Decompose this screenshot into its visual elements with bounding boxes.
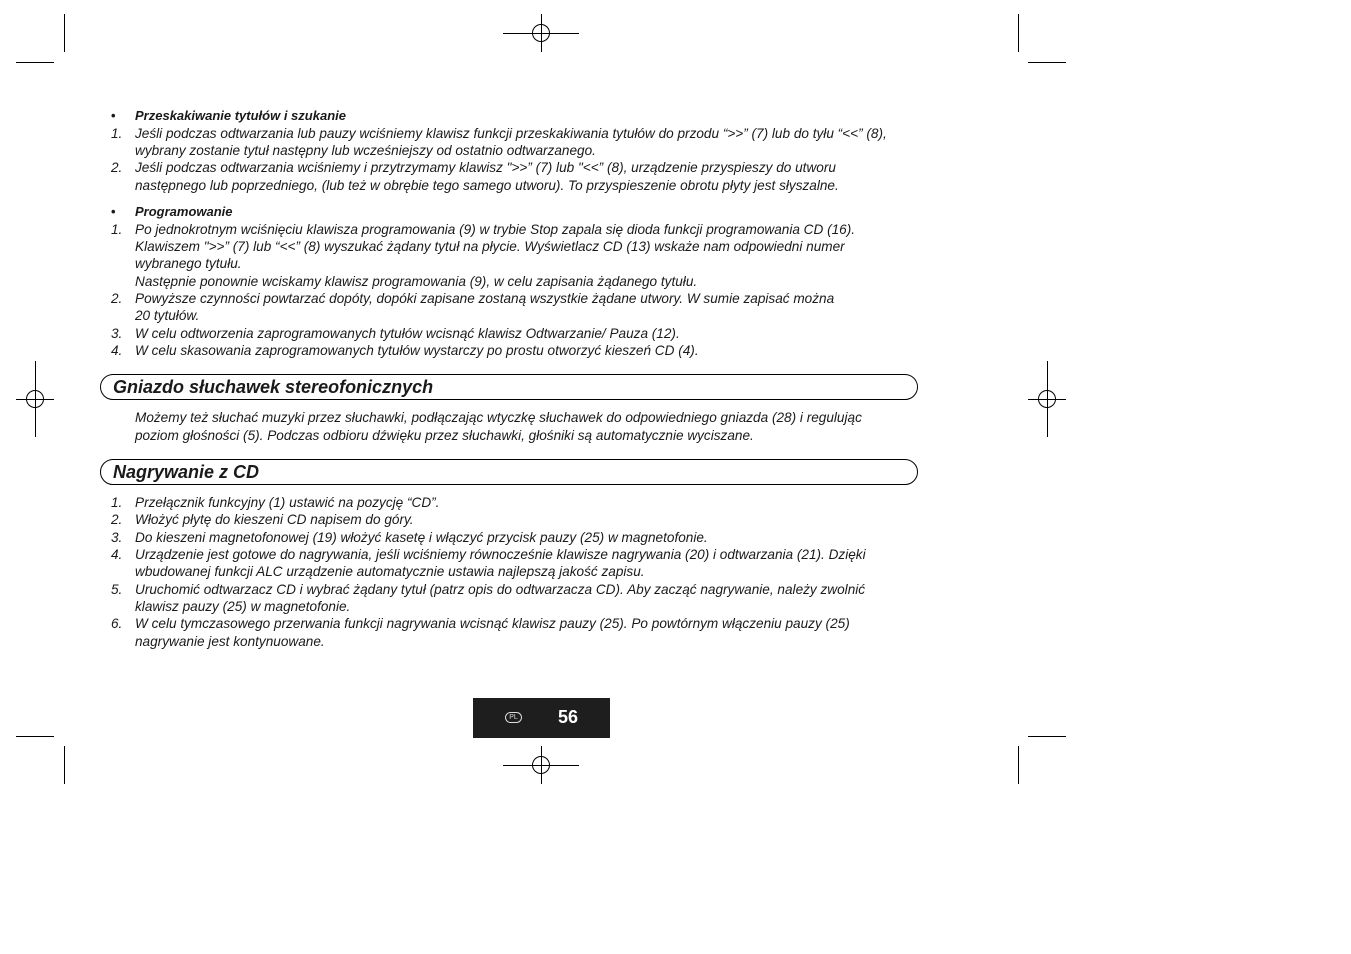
list-item-line: następnego lub poprzedniego, (lub też w obrębie tego samego utworu). To przyspieszenie obrotu płyty jest słyszalne. — [135, 178, 839, 193]
bullet-dot: • — [111, 204, 116, 219]
list-item-line: Do kieszeni magnetofonowej (19) włożyć kasetę i włączyć przycisk pauzy (25) w magnetofonie. — [135, 530, 708, 545]
section-header-headphones — [100, 374, 918, 400]
list-item-line: wbudowanej funkcji ALC urządzenie automatycznie ustawia najlepszą jakość zapisu. — [135, 564, 645, 579]
section-header-recording — [100, 459, 918, 485]
page-number: 56 — [558, 707, 579, 727]
page-number-box — [473, 698, 610, 738]
list-item-line: nagrywanie jest kontynuowane. — [135, 634, 325, 649]
list-number: 1. — [111, 495, 123, 510]
list-number: 4. — [111, 343, 123, 358]
list-item-line: wybrany zostanie tytuł następny lub wcześniejszy od ostatnio odtwarzanego. — [135, 143, 596, 158]
list-item-line: Następnie ponownie wciskamy klawisz programowania (9), w celu zapisania żądanego tytułu. — [135, 274, 698, 289]
section-heading-skip-search: Przeskakiwanie tytułów i szukanie — [135, 108, 346, 123]
list-number: 3. — [111, 326, 123, 341]
list-item-line: Włożyć płytę do kieszeni CD napisem do góry. — [135, 512, 414, 527]
list-number: 4. — [111, 547, 123, 562]
list-item-line: Uruchomić odtwarzacz CD i wybrać żądany tytuł (patrz opis do odtwarzacza CD). Aby zacząć nagrywanie, należy zwolnić — [135, 582, 866, 597]
section-title: Nagrywanie z CD — [113, 462, 260, 482]
section-title: Gniazdo słuchawek stereofonicznych — [113, 377, 434, 397]
list-item-line: Po jednokrotnym wciśnięciu klawisza programowania (9) w trybie Stop zapala się dioda funkcji programowania CD (16). — [135, 222, 856, 237]
list-item-line: Urządzenie jest gotowe do nagrywania, jeśli wciśniemy równocześnie klawisze nagrywania (20) i odtwarzania (21). Dzięki — [135, 547, 866, 562]
list-item-line: Klawiszem ">>” (7) lub “<<” (8) wyszukać żądany tytuł na płycie. Wyświetlacz CD (13) wskaże nam odpowiedni numer — [135, 239, 845, 254]
list-item-line: wybranego tytułu. — [135, 256, 242, 271]
list-number: 1. — [111, 126, 123, 141]
list-number: 1. — [111, 222, 123, 237]
section-heading-programming: Programowanie — [135, 204, 233, 219]
paragraph-line: Możemy też słuchać muzyki przez słuchawki, podłączając wtyczkę słuchawek do odpowiedniego gniazda (28) i regulując — [135, 410, 862, 425]
list-item-line: W celu odtworzenia zaprogramowanych tytułów wcisnąć klawisz Odtwarzanie/ Pauza (12). — [135, 326, 680, 341]
list-item-line: W celu skasowania zaprogramowanych tytułów wystarczy po prostu otworzyć kieszeń CD (4). — [135, 343, 699, 358]
list-number: 2. — [111, 512, 123, 527]
list-number: 5. — [111, 582, 123, 597]
list-item-line: Jeśli podczas odtwarzania lub pauzy wciśniemy klawisz funkcji przeskakiwania tytułów do przodu “>>” (7) lub do tyłu “<<” (8), — [135, 126, 887, 141]
list-item-line: Powyższe czynności powtarzać dopóty, dopóki zapisane zostaną wszystkie żądane utwory. W sumie zapisać można — [135, 291, 835, 306]
list-number: 6. — [111, 616, 123, 631]
list-item-line: W celu tymczasowego przerwania funkcji nagrywania wcisnąć klawisz pauzy (25). Po powtórnym włączeniu pauzy (25) — [135, 616, 850, 631]
bullet-dot: • — [111, 108, 116, 123]
list-number: 3. — [111, 530, 123, 545]
language-badge: PL — [505, 712, 522, 723]
list-item-line: Przełącznik funkcyjny (1) ustawić na pozycję “CD”. — [135, 495, 440, 510]
list-item-line: Jeśli podczas odtwarzania wciśniemy i przytrzymamy klawisz ">>” (7) lub "<<” (8), urządzenie przyspieszy do utworu — [135, 160, 836, 175]
paragraph-line: poziom głośności (5). Podczas odbioru dźwięku przez słuchawki, głośniki są automatycznie wyciszane. — [135, 428, 754, 443]
list-item-line: 20 tytułów. — [135, 308, 200, 323]
list-number: 2. — [111, 291, 123, 306]
list-number: 2. — [111, 160, 123, 175]
list-item-line: klawisz pauzy (25) w magnetofonie. — [135, 599, 351, 614]
